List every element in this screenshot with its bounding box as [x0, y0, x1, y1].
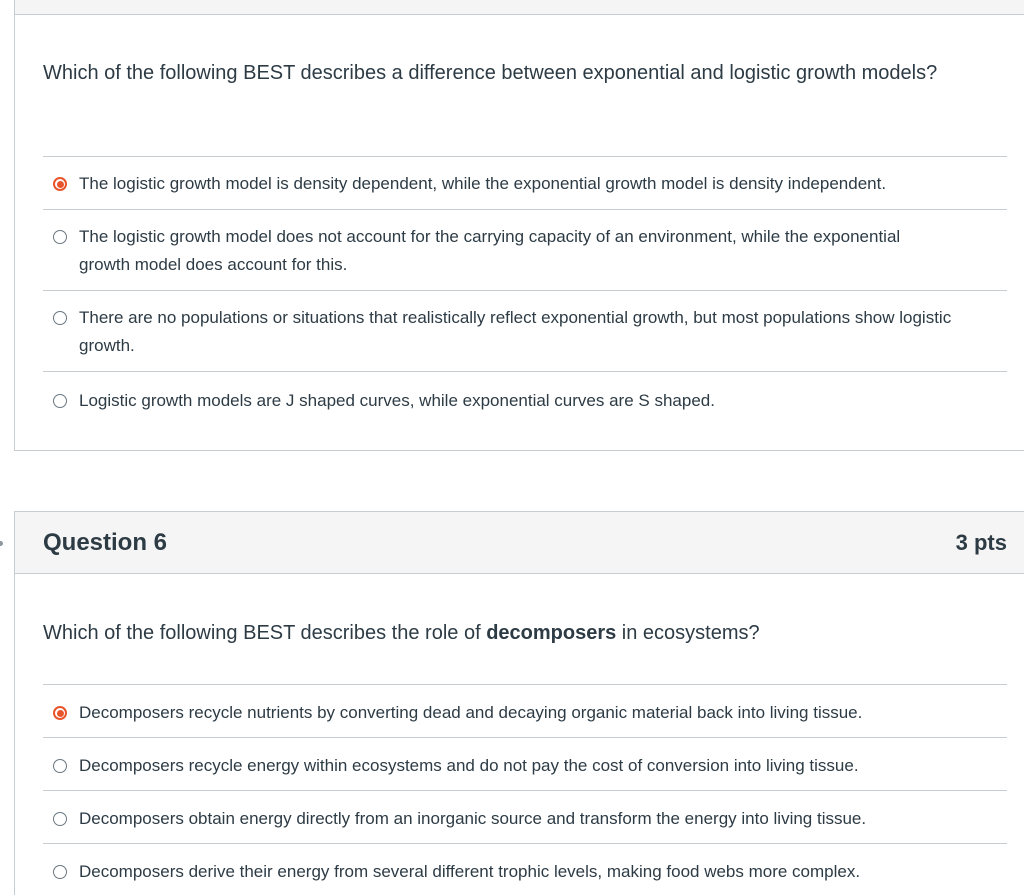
- radio-empty-icon[interactable]: [53, 759, 67, 773]
- question-5-answer-1[interactable]: [43, 156, 1007, 209]
- prompt-before: Which of the following BEST describes the role of: [43, 622, 487, 644]
- question-6-answers: [43, 684, 1007, 895]
- question-6-header: [15, 512, 1024, 574]
- question-6-answer-2[interactable]: [43, 737, 1007, 790]
- radio-empty-icon[interactable]: [53, 865, 67, 879]
- answer-label: Decomposers recycle nutrients by converting dead and decaying organic material back into living tissue.: [79, 703, 863, 722]
- question-5-answer-4[interactable]: [43, 371, 1007, 431]
- radio-empty-icon[interactable]: [53, 230, 67, 244]
- question-5-prompt: Which of the following BEST describes a difference between exponential and logistic growth models?: [43, 62, 938, 84]
- radio-selected-icon[interactable]: [53, 177, 67, 191]
- question-points: 3 pts: [955, 529, 1007, 555]
- question-6-card: [14, 511, 1024, 895]
- answer-label: Decomposers recycle energy within ecosystems and do not pay the cost of conversion into living tissue.: [79, 756, 859, 775]
- radio-selected-icon[interactable]: [53, 706, 67, 720]
- radio-empty-icon[interactable]: [53, 394, 67, 408]
- question-6-answer-1[interactable]: [43, 684, 1007, 737]
- question-title: Question 6: [43, 528, 168, 556]
- answer-label: The logistic growth model does not account for the carrying capacity of an environment, while the exponential growth model does account for this.: [79, 227, 901, 274]
- question-6-answer-4[interactable]: [43, 843, 1007, 895]
- answer-label: Decomposers obtain energy directly from an inorganic source and transform the energy into living tissue.: [79, 809, 867, 828]
- question-5-header-strip: [15, 0, 1024, 15]
- left-edge-dot: [0, 541, 3, 546]
- question-5-answers: [43, 156, 1007, 431]
- question-6-answer-3[interactable]: [43, 790, 1007, 843]
- question-5-answer-2[interactable]: [43, 209, 1007, 290]
- radio-empty-icon[interactable]: [53, 812, 67, 826]
- answer-label: There are no populations or situations that realistically reflect exponential growth, but most populations show logistic growth.: [79, 308, 952, 355]
- radio-empty-icon[interactable]: [53, 311, 67, 325]
- answer-label: Decomposers derive their energy from several different trophic levels, making food webs more complex.: [79, 862, 861, 881]
- question-5-card: [14, 0, 1024, 451]
- question-5-answer-3[interactable]: [43, 290, 1007, 371]
- question-6-prompt: [43, 617, 964, 650]
- prompt-keyword: decomposers: [486, 622, 617, 644]
- answer-label: The logistic growth model is density dependent, while the exponential growth model is density independent.: [79, 174, 887, 193]
- prompt-after: in ecosystems?: [616, 622, 760, 644]
- answer-label: Logistic growth models are J shaped curves, while exponential curves are S shaped.: [79, 391, 715, 410]
